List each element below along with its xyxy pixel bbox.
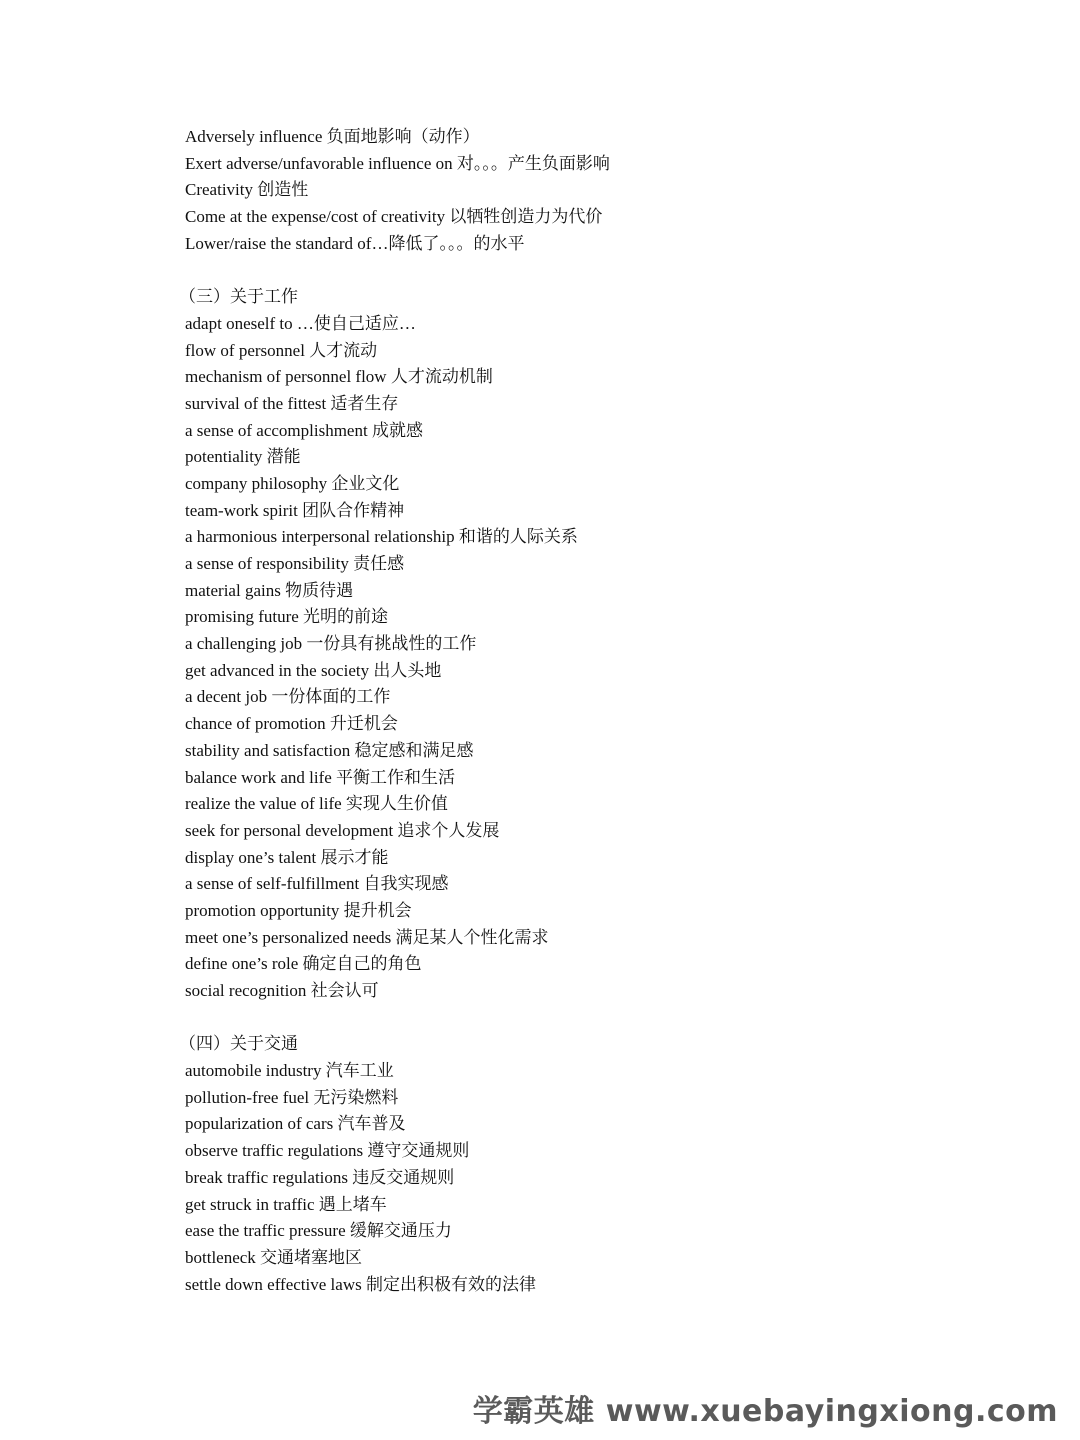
list-item: popularization of cars 汽车普及 bbox=[185, 1114, 406, 1134]
list-item: seek for personal development 追求个人发展 bbox=[185, 820, 500, 840]
list-item: define one’s role 确定自己的角色 bbox=[185, 954, 422, 974]
list-item: settle down effective laws 制定出积极有效的法律 bbox=[185, 1274, 536, 1294]
list-item: promotion opportunity 提升机会 bbox=[185, 900, 412, 920]
list-item: pollution-free fuel 无污染燃料 bbox=[185, 1087, 399, 1107]
list-item: flow of personnel 人才流动 bbox=[185, 340, 378, 360]
list-item: Creativity 创造性 bbox=[185, 180, 309, 200]
list-item: mechanism of personnel flow 人才流动机制 bbox=[185, 367, 493, 387]
list-item: potentiality 潜能 bbox=[185, 447, 301, 467]
list-item: promising future 光明的前途 bbox=[185, 607, 389, 627]
list-item: meet one’s personalized needs 满足某人个性化需求 bbox=[185, 927, 549, 947]
list-item: Lower/raise the standard of…降低了。。。的水平 bbox=[185, 233, 525, 253]
list-item: company philosophy 企业文化 bbox=[185, 473, 400, 493]
section-heading-traffic: （四）关于交通 bbox=[179, 1034, 298, 1054]
list-item: observe traffic regulations 遵守交通规则 bbox=[185, 1141, 470, 1161]
list-item: a sense of self-fulfillment 自我实现感 bbox=[185, 874, 449, 894]
list-item: ease the traffic pressure 缓解交通压力 bbox=[185, 1221, 452, 1241]
list-item: chance of promotion 升迁机会 bbox=[185, 714, 398, 734]
list-item: balance work and life 平衡工作和生活 bbox=[185, 767, 456, 787]
list-item: social recognition 社会认可 bbox=[185, 981, 379, 1000]
list-item: material gains 物质待遇 bbox=[185, 580, 354, 600]
section-traffic bbox=[179, 1031, 1005, 1298]
list-item: break traffic regulations 违反交通规则 bbox=[185, 1167, 455, 1187]
list-item: a sense of accomplishment 成就感 bbox=[185, 420, 423, 440]
list-item: stability and satisfaction 稳定感和满足感 bbox=[185, 740, 474, 760]
list-item: realize the value of life 实现人生价值 bbox=[185, 794, 448, 814]
watermark: 学霸英雄 www.xuebayingxiong.com bbox=[472, 1394, 1058, 1429]
section-heading-work: （三）关于工作 bbox=[179, 287, 298, 307]
spacer bbox=[185, 257, 1005, 284]
list-item: display one’s talent 展示才能 bbox=[185, 847, 389, 867]
list-item: Exert adverse/unfavorable influence on 对。。。产生负面影响 bbox=[185, 153, 610, 173]
list-item: a harmonious interpersonal relationship 和谐的人际关系 bbox=[185, 527, 578, 547]
section-work bbox=[179, 284, 1005, 1005]
list-item: get struck in traffic 遇上堵车 bbox=[185, 1194, 387, 1214]
list-item: team-work spirit 团队合作精神 bbox=[185, 500, 405, 520]
list-item: get advanced in the society 出人头地 bbox=[185, 660, 442, 680]
list-item: Adversely influence 负面地影响（动作） bbox=[185, 127, 480, 146]
list-item: a decent job 一份体面的工作 bbox=[185, 687, 391, 707]
list-item: automobile industry 汽车工业 bbox=[185, 1061, 394, 1081]
list-item: bottleneck 交通堵塞地区 bbox=[185, 1247, 363, 1267]
intro-list bbox=[185, 124, 1005, 257]
document-body bbox=[179, 124, 1005, 1298]
list-item: a challenging job 一份具有挑战性的工作 bbox=[185, 634, 477, 654]
spacer bbox=[185, 1005, 1005, 1032]
list-item: survival of the fittest 适者生存 bbox=[185, 393, 399, 413]
list-item: a sense of responsibility 责任感 bbox=[185, 554, 405, 573]
list-item: Come at the expense/cost of creativity 以牺牲创造力为代价 bbox=[185, 207, 603, 227]
list-item: adapt oneself to …使自己适应… bbox=[185, 313, 416, 333]
